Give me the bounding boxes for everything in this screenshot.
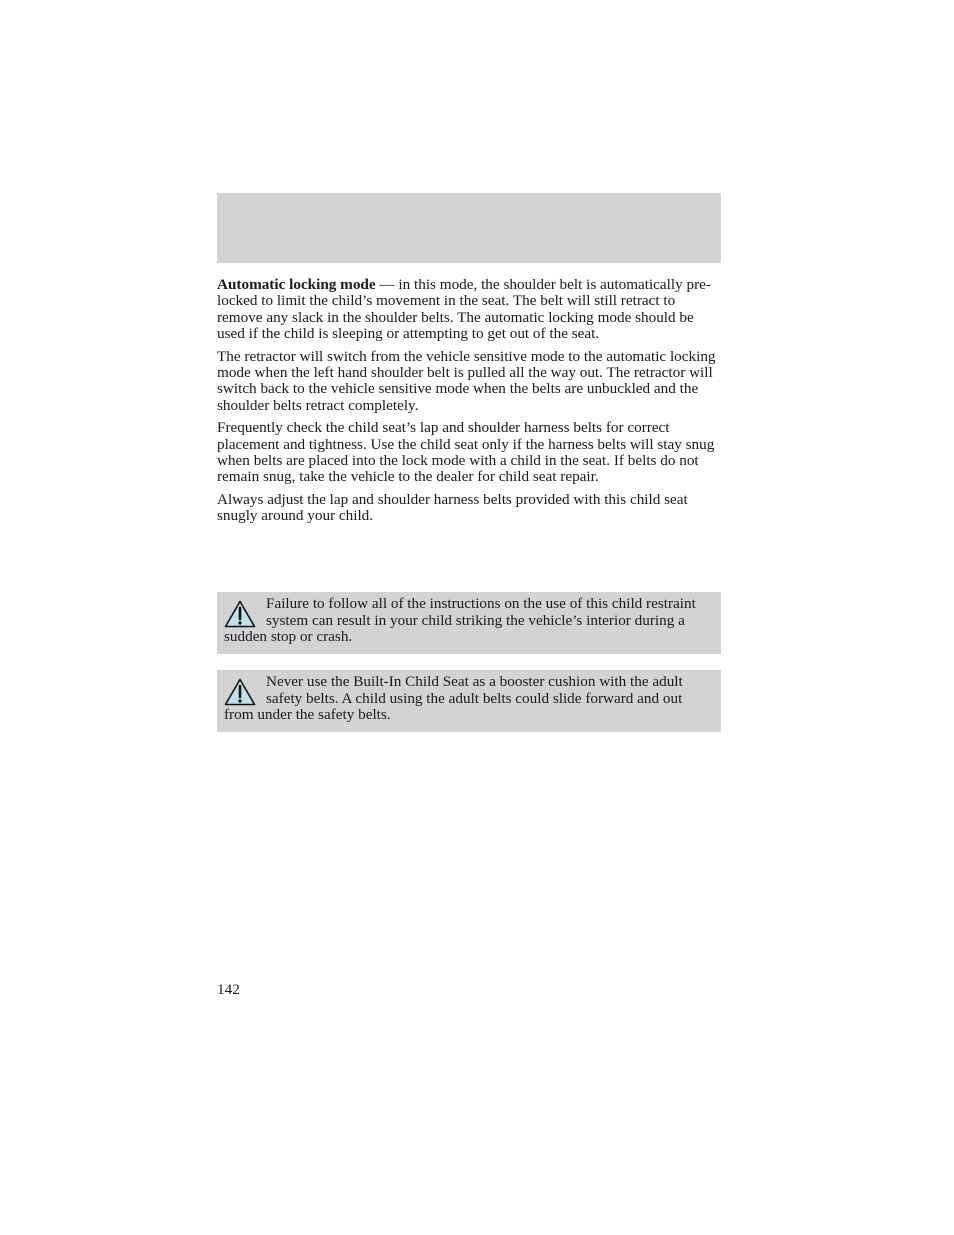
- section-header-band: [217, 193, 721, 263]
- warning-text: Never use the Built-In Child Seat as a booster cushion with the adult safety belts. A child using the adult belts could slide forward and out from under the safety belts.: [224, 673, 683, 724]
- paragraph-retractor: The retractor will switch from the vehicle sensitive mode to the automatic locking mode when the left hand shoulder belt is pulled all the way out. The retractor will switch back to the vehicle sensitive mode when the belts are unbuckled and the shoulder belts retract completely.: [217, 347, 716, 414]
- page-number: 142: [217, 981, 240, 998]
- paragraph-automatic-locking-mode: [217, 277, 723, 343]
- warning-box-restraint-instructions: [217, 592, 721, 654]
- automatic-locking-mode-description: — in this mode, the shoulder belt is automatically pre-locked to limit the child’s movement in the seat. The belt will still retract to remove any slack in the shoulder belts. The automatic locking mode should be used if the child is sleeping or attempting to get out of the seat.: [217, 276, 711, 343]
- warning-text: Failure to follow all of the instructions on the use of this child restraint system can result in your child striking the vehicle’s interior during a sudden stop or crash.: [224, 595, 696, 646]
- warning-triangle-icon: [224, 600, 256, 628]
- body-text: [217, 277, 723, 531]
- paragraph-always-adjust: Always adjust the lap and shoulder harness belts provided with this child seat snugly around your child.: [217, 490, 688, 525]
- paragraph-frequently-check: Frequently check the child seat’s lap and shoulder harness belts for correct placement and tightness. Use the child seat only if the harness belts will stay snug when belts are placed into the lock mode with a child in the seat. If belts do not remain snug, take the vehicle to the dealer for child seat repair.: [217, 419, 715, 486]
- warning-box-booster-cushion: [217, 670, 721, 732]
- term-automatic-locking-mode: Automatic locking mode: [217, 276, 376, 293]
- warning-triangle-icon: [224, 678, 256, 706]
